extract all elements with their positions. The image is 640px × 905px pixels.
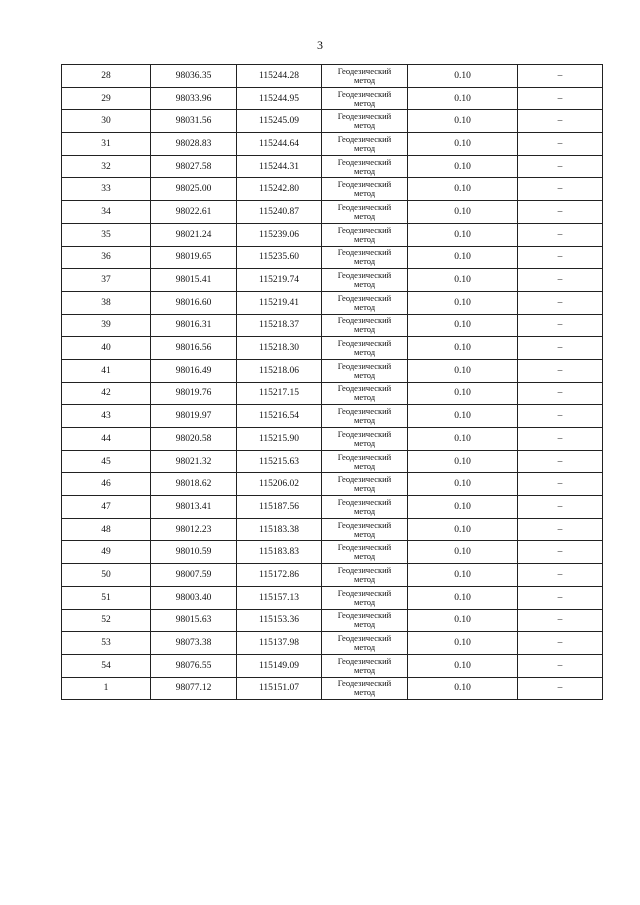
method-line-1: Геодезический (337, 406, 392, 417)
method-line-1: Геодезический (337, 474, 392, 485)
table-row (62, 155, 603, 178)
y-coordinate-cell: 115242.80 (237, 178, 322, 201)
note-cell: – (518, 541, 603, 564)
coordinates-table (61, 64, 603, 700)
point-number-cell: 51 (62, 586, 151, 609)
y-coordinate-cell: 115215.63 (237, 450, 322, 473)
x-coordinate-cell: 98015.63 (151, 609, 237, 632)
method-cell (322, 269, 408, 292)
x-coordinate-cell: 98019.76 (151, 382, 237, 405)
method-line-1: Геодезический (337, 451, 392, 462)
x-coordinate-cell: 98003.40 (151, 586, 237, 609)
method-line-1: Геодезический (337, 655, 392, 666)
y-coordinate-cell: 115206.02 (237, 473, 322, 496)
note-cell: – (518, 246, 603, 269)
precision-cell: 0.10 (408, 201, 518, 224)
point-number-cell: 47 (62, 496, 151, 519)
x-coordinate-cell: 98033.96 (151, 87, 237, 110)
method-cell (322, 337, 408, 360)
method-line-2: метод (353, 97, 376, 108)
point-number-cell: 54 (62, 654, 151, 677)
point-number-cell: 52 (62, 609, 151, 632)
point-number-cell: 31 (62, 133, 151, 156)
point-number-cell: 35 (62, 223, 151, 246)
y-coordinate-cell: 115187.56 (237, 496, 322, 519)
method-cell (322, 201, 408, 224)
method-cell (322, 473, 408, 496)
method-line-1: Геодезический (337, 383, 392, 394)
method-line-1: Геодезический (337, 201, 392, 212)
method-line-2: метод (353, 505, 376, 516)
method-line-1: Геодезический (337, 428, 392, 439)
note-cell: – (518, 382, 603, 405)
x-coordinate-cell: 98021.32 (151, 450, 237, 473)
note-cell: – (518, 496, 603, 519)
precision-cell: 0.10 (408, 677, 518, 700)
x-coordinate-cell: 98019.65 (151, 246, 237, 269)
precision-cell: 0.10 (408, 337, 518, 360)
method-line-1: Геодезический (337, 542, 392, 553)
point-number-cell: 38 (62, 291, 151, 314)
note-cell: – (518, 359, 603, 382)
method-line-2: метод (353, 142, 376, 153)
x-coordinate-cell: 98076.55 (151, 654, 237, 677)
y-coordinate-cell: 115218.30 (237, 337, 322, 360)
y-coordinate-cell: 115244.31 (237, 155, 322, 178)
note-cell: – (518, 337, 603, 360)
note-cell: – (518, 609, 603, 632)
table-row (62, 201, 603, 224)
point-number-cell: 48 (62, 518, 151, 541)
method-cell (322, 246, 408, 269)
x-coordinate-cell: 98022.61 (151, 201, 237, 224)
table-row (62, 87, 603, 110)
y-coordinate-cell: 115137.98 (237, 632, 322, 655)
point-number-cell: 43 (62, 405, 151, 428)
y-coordinate-cell: 115183.38 (237, 518, 322, 541)
method-line-1: Геодезический (337, 270, 392, 281)
method-line-2: метод (353, 392, 376, 403)
method-cell (322, 518, 408, 541)
table-row (62, 518, 603, 541)
method-line-2: метод (353, 165, 376, 176)
x-coordinate-cell: 98016.31 (151, 314, 237, 337)
table-row (62, 654, 603, 677)
method-cell (322, 496, 408, 519)
method-cell (322, 450, 408, 473)
precision-cell: 0.10 (408, 564, 518, 587)
note-cell: – (518, 405, 603, 428)
point-number-cell: 37 (62, 269, 151, 292)
point-number-cell: 1 (62, 677, 151, 700)
method-line-2: метод (353, 664, 376, 675)
y-coordinate-cell: 115157.13 (237, 586, 322, 609)
precision-cell: 0.10 (408, 586, 518, 609)
x-coordinate-cell: 98025.00 (151, 178, 237, 201)
method-line-2: метод (353, 369, 376, 380)
note-cell: – (518, 201, 603, 224)
table-row (62, 359, 603, 382)
x-coordinate-cell: 98007.59 (151, 564, 237, 587)
method-cell (322, 291, 408, 314)
precision-cell: 0.10 (408, 291, 518, 314)
y-coordinate-cell: 115219.74 (237, 269, 322, 292)
x-coordinate-cell: 98020.58 (151, 428, 237, 451)
table-row (62, 564, 603, 587)
x-coordinate-cell: 98013.41 (151, 496, 237, 519)
precision-cell: 0.10 (408, 518, 518, 541)
method-line-2: метод (353, 279, 376, 290)
x-coordinate-cell: 98018.62 (151, 473, 237, 496)
note-cell: – (518, 654, 603, 677)
method-line-1: Геодезический (337, 338, 392, 349)
x-coordinate-cell: 98016.60 (151, 291, 237, 314)
method-line-2: метод (353, 483, 376, 494)
method-cell (322, 382, 408, 405)
method-line-2: метод (353, 233, 376, 244)
x-coordinate-cell: 98019.97 (151, 405, 237, 428)
method-line-2: метод (353, 188, 376, 199)
precision-cell: 0.10 (408, 450, 518, 473)
point-number-cell: 42 (62, 382, 151, 405)
method-line-2: метод (353, 415, 376, 426)
note-cell: – (518, 269, 603, 292)
note-cell: – (518, 518, 603, 541)
x-coordinate-cell: 98027.58 (151, 155, 237, 178)
precision-cell: 0.10 (408, 314, 518, 337)
method-line-1: Геодезический (337, 111, 392, 122)
note-cell: – (518, 564, 603, 587)
table-row (62, 337, 603, 360)
point-number-cell: 28 (62, 65, 151, 88)
page-number: 3 (317, 38, 323, 52)
method-line-1: Геодезический (337, 678, 392, 689)
table-row (62, 291, 603, 314)
point-number-cell: 33 (62, 178, 151, 201)
x-coordinate-cell: 98036.35 (151, 65, 237, 88)
method-cell (322, 541, 408, 564)
method-cell (322, 677, 408, 700)
method-line-2: метод (353, 551, 376, 562)
method-line-2: метод (353, 256, 376, 267)
method-cell (322, 133, 408, 156)
x-coordinate-cell: 98015.41 (151, 269, 237, 292)
table-row (62, 223, 603, 246)
table-row (62, 65, 603, 88)
method-line-2: метод (353, 528, 376, 539)
table-row (62, 110, 603, 133)
x-coordinate-cell: 98010.59 (151, 541, 237, 564)
point-number-cell: 40 (62, 337, 151, 360)
method-line-2: метод (353, 74, 376, 85)
method-cell (322, 87, 408, 110)
note-cell: – (518, 155, 603, 178)
method-cell (322, 178, 408, 201)
x-coordinate-cell: 98031.56 (151, 110, 237, 133)
x-coordinate-cell: 98028.83 (151, 133, 237, 156)
method-cell (322, 405, 408, 428)
y-coordinate-cell: 115244.64 (237, 133, 322, 156)
point-number-cell: 34 (62, 201, 151, 224)
precision-cell: 0.10 (408, 496, 518, 519)
method-line-2: метод (353, 347, 376, 358)
point-number-cell: 45 (62, 450, 151, 473)
note-cell: – (518, 110, 603, 133)
x-coordinate-cell: 98021.24 (151, 223, 237, 246)
y-coordinate-cell: 115215.90 (237, 428, 322, 451)
method-cell (322, 586, 408, 609)
point-number-cell: 46 (62, 473, 151, 496)
method-line-1: Геодезический (337, 247, 392, 258)
method-line-1: Геодезический (337, 564, 392, 575)
table-body (62, 65, 603, 700)
point-number-cell: 36 (62, 246, 151, 269)
table-row (62, 609, 603, 632)
point-number-cell: 29 (62, 87, 151, 110)
method-line-1: Геодезический (337, 88, 392, 99)
method-cell (322, 65, 408, 88)
method-line-2: метод (353, 619, 376, 630)
table-row (62, 632, 603, 655)
y-coordinate-cell: 115245.09 (237, 110, 322, 133)
precision-cell: 0.10 (408, 155, 518, 178)
y-coordinate-cell: 115151.07 (237, 677, 322, 700)
method-cell (322, 609, 408, 632)
method-cell (322, 155, 408, 178)
note-cell: – (518, 586, 603, 609)
y-coordinate-cell: 115153.36 (237, 609, 322, 632)
method-line-1: Геодезический (337, 610, 392, 621)
table-row (62, 450, 603, 473)
method-line-2: метод (353, 120, 376, 131)
method-line-1: Геодезический (337, 519, 392, 530)
x-coordinate-cell: 98077.12 (151, 677, 237, 700)
note-cell: – (518, 291, 603, 314)
precision-cell: 0.10 (408, 178, 518, 201)
method-cell (322, 654, 408, 677)
table-row (62, 178, 603, 201)
precision-cell: 0.10 (408, 632, 518, 655)
note-cell: – (518, 428, 603, 451)
method-line-1: Геодезический (337, 315, 392, 326)
method-cell (322, 110, 408, 133)
method-cell (322, 428, 408, 451)
method-line-1: Геодезический (337, 224, 392, 235)
precision-cell: 0.10 (408, 654, 518, 677)
method-cell (322, 564, 408, 587)
note-cell: – (518, 87, 603, 110)
method-line-1: Геодезический (337, 156, 392, 167)
x-coordinate-cell: 98016.56 (151, 337, 237, 360)
precision-cell: 0.10 (408, 382, 518, 405)
precision-cell: 0.10 (408, 246, 518, 269)
table-row (62, 586, 603, 609)
method-line-2: метод (353, 324, 376, 335)
table-row (62, 496, 603, 519)
method-line-2: метод (353, 596, 376, 607)
table-row (62, 382, 603, 405)
note-cell: – (518, 133, 603, 156)
table-row (62, 269, 603, 292)
y-coordinate-cell: 115219.41 (237, 291, 322, 314)
x-coordinate-cell: 98073.38 (151, 632, 237, 655)
y-coordinate-cell: 115183.83 (237, 541, 322, 564)
precision-cell: 0.10 (408, 428, 518, 451)
table-row (62, 133, 603, 156)
point-number-cell: 44 (62, 428, 151, 451)
y-coordinate-cell: 115218.37 (237, 314, 322, 337)
method-line-1: Геодезический (337, 65, 392, 76)
point-number-cell: 50 (62, 564, 151, 587)
point-number-cell: 41 (62, 359, 151, 382)
point-number-cell: 32 (62, 155, 151, 178)
method-line-2: метод (353, 437, 376, 448)
precision-cell: 0.10 (408, 405, 518, 428)
precision-cell: 0.10 (408, 541, 518, 564)
y-coordinate-cell: 115235.60 (237, 246, 322, 269)
method-line-1: Геодезический (337, 133, 392, 144)
x-coordinate-cell: 98012.23 (151, 518, 237, 541)
table-row (62, 314, 603, 337)
note-cell: – (518, 314, 603, 337)
point-number-cell: 53 (62, 632, 151, 655)
precision-cell: 0.10 (408, 269, 518, 292)
method-line-2: метод (353, 687, 376, 698)
point-number-cell: 39 (62, 314, 151, 337)
method-cell (322, 314, 408, 337)
method-line-1: Геодезический (337, 496, 392, 507)
note-cell: – (518, 473, 603, 496)
precision-cell: 0.10 (408, 473, 518, 496)
method-line-2: метод (353, 460, 376, 471)
precision-cell: 0.10 (408, 65, 518, 88)
table-row (62, 428, 603, 451)
method-line-2: метод (353, 573, 376, 584)
y-coordinate-cell: 115172.86 (237, 564, 322, 587)
method-cell (322, 632, 408, 655)
y-coordinate-cell: 115240.87 (237, 201, 322, 224)
precision-cell: 0.10 (408, 359, 518, 382)
y-coordinate-cell: 115217.15 (237, 382, 322, 405)
method-line-1: Геодезический (337, 587, 392, 598)
precision-cell: 0.10 (408, 110, 518, 133)
note-cell: – (518, 632, 603, 655)
point-number-cell: 30 (62, 110, 151, 133)
note-cell: – (518, 178, 603, 201)
method-line-1: Геодезический (337, 633, 392, 644)
point-number-cell: 49 (62, 541, 151, 564)
table-row (62, 677, 603, 700)
note-cell: – (518, 450, 603, 473)
y-coordinate-cell: 115239.06 (237, 223, 322, 246)
table-row (62, 473, 603, 496)
table-row (62, 541, 603, 564)
note-cell: – (518, 677, 603, 700)
note-cell: – (518, 223, 603, 246)
precision-cell: 0.10 (408, 609, 518, 632)
method-line-1: Геодезический (337, 360, 392, 371)
precision-cell: 0.10 (408, 87, 518, 110)
method-line-1: Геодезический (337, 179, 392, 190)
method-line-1: Геодезический (337, 292, 392, 303)
x-coordinate-cell: 98016.49 (151, 359, 237, 382)
table-row (62, 246, 603, 269)
y-coordinate-cell: 115218.06 (237, 359, 322, 382)
y-coordinate-cell: 115149.09 (237, 654, 322, 677)
precision-cell: 0.10 (408, 133, 518, 156)
y-coordinate-cell: 115216.54 (237, 405, 322, 428)
method-cell (322, 359, 408, 382)
method-line-2: метод (353, 210, 376, 221)
precision-cell: 0.10 (408, 223, 518, 246)
y-coordinate-cell: 115244.28 (237, 65, 322, 88)
method-line-2: метод (353, 642, 376, 653)
method-cell (322, 223, 408, 246)
y-coordinate-cell: 115244.95 (237, 87, 322, 110)
method-line-2: метод (353, 301, 376, 312)
note-cell: – (518, 65, 603, 88)
table-row (62, 405, 603, 428)
